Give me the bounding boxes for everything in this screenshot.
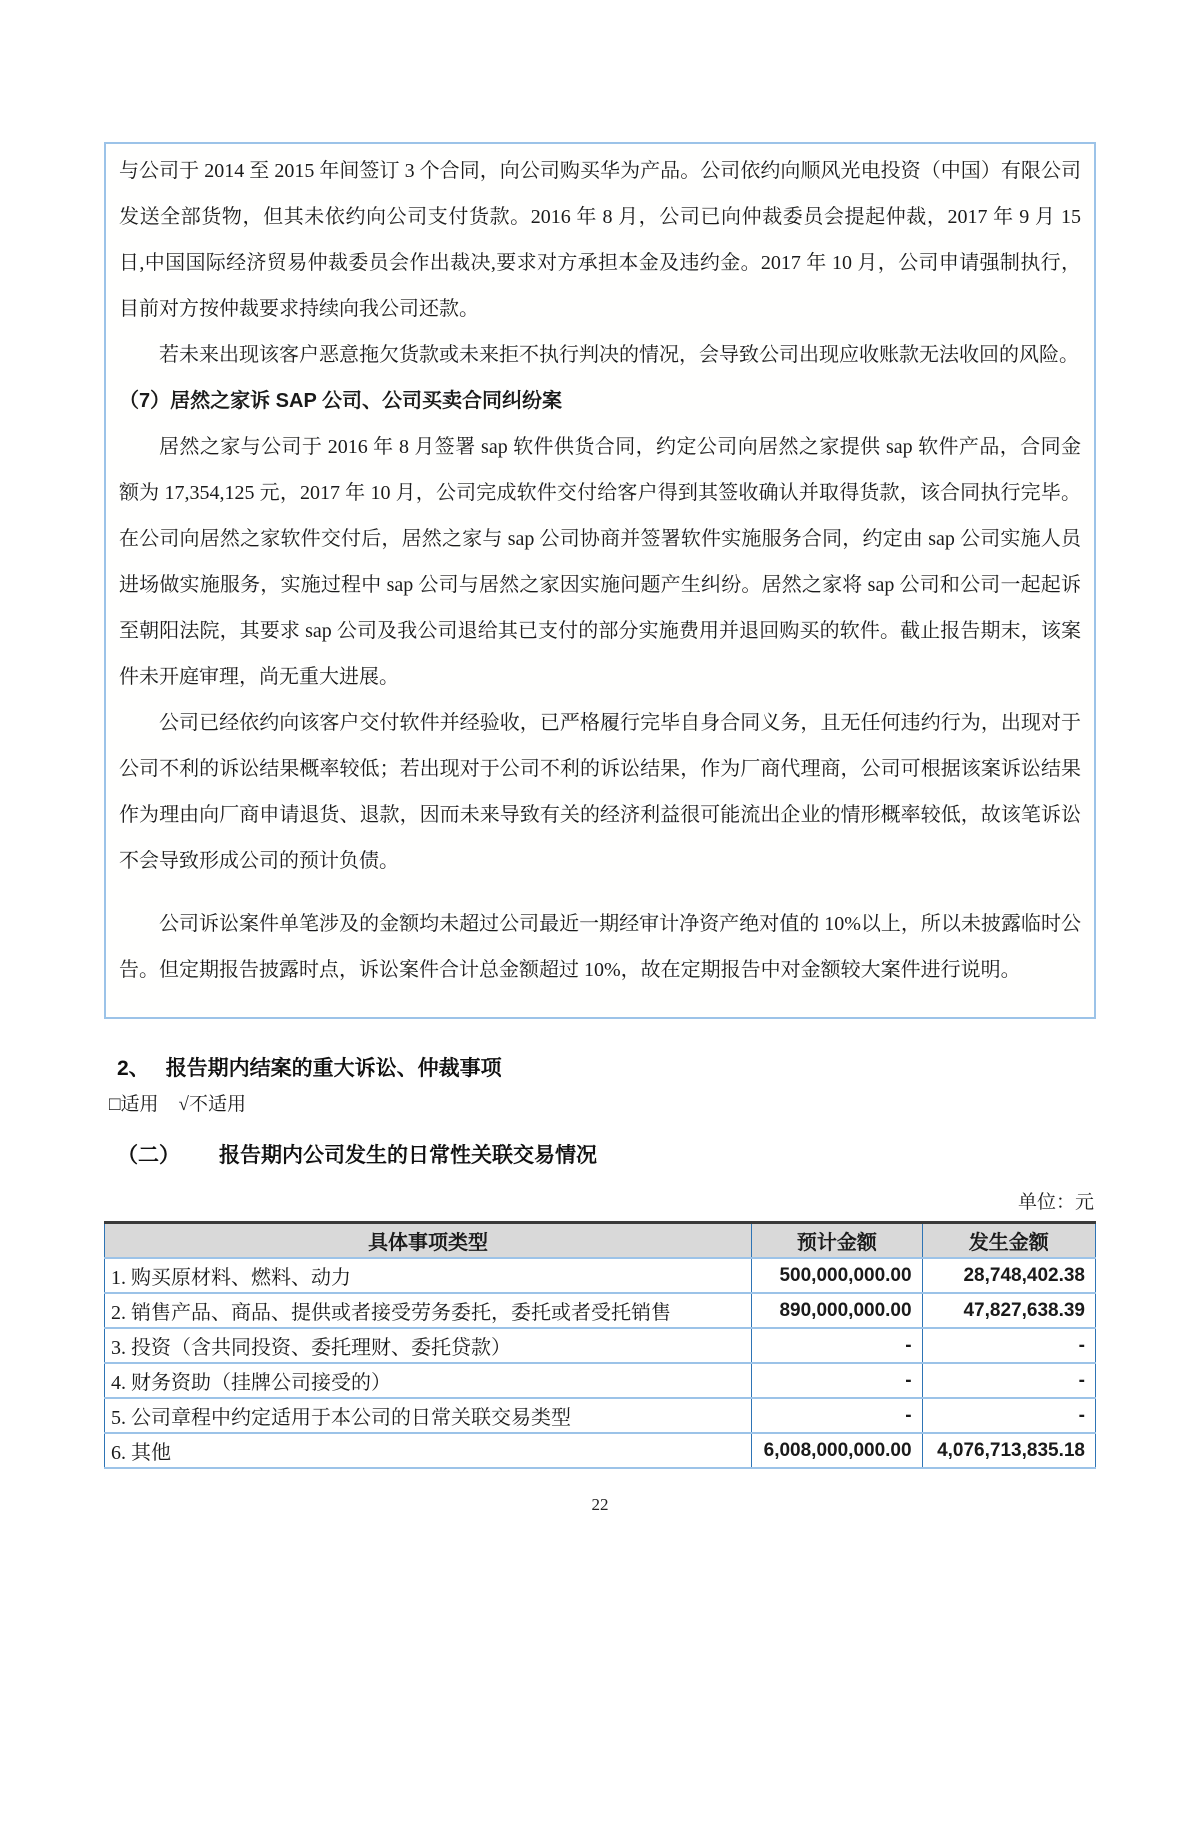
column-header-actual-amount: 发生金额 — [922, 1223, 1095, 1259]
document-page — [104, 142, 1096, 1515]
actual-amount-cell: 4,076,713,835.18 — [922, 1433, 1095, 1468]
section-number: 2、 — [117, 1057, 150, 1080]
item-type-cell: 5. 公司章程中约定适用于本公司的日常关联交易类型 — [105, 1398, 752, 1433]
actual-amount-cell: 28,748,402.38 — [922, 1258, 1095, 1293]
unit-label: 单位：元 — [1017, 1192, 1094, 1213]
actual-amount-cell: - — [922, 1328, 1095, 1363]
not-applicable-label: 不适用 — [188, 1094, 246, 1115]
section-heading-related-transactions — [117, 1142, 1096, 1170]
expected-amount-cell: 890,000,000.00 — [752, 1293, 922, 1328]
actual-amount-cell: 47,827,638.39 — [922, 1293, 1095, 1328]
column-header-item-type: 具体事项类型 — [105, 1223, 752, 1259]
applicable-label: 适用 — [120, 1094, 159, 1115]
table-row — [105, 1328, 1096, 1363]
paragraph-sap-case-background: 居然之家与公司于 2016 年 8 月签署 sap 软件供货合同，约定公司向居然之家提供 sap 软件产品，合同金额为 17,354,125 元，2017 年 10 月，公司完成软件交付给客户得到其签收确认并取得货款，该合同执行完毕。在公司向居然之家软件交付后，居然之家与 sap 公司协商并签署软件实施服务合同，约定由 sap 公司实施人员进场做实施服务，实施过程中 sap 公司与居然之家因实施问题产生纠纷。居然之家将 sap 公司和公司一起起诉至朝阳法院，其要求 sap 公司及我公司退给其已支付的部分实施费用并退回购买的软件。截止报告期末，该案件未开庭审理，尚无重大进展。 — [119, 436, 1081, 688]
expected-amount-cell: 500,000,000.00 — [752, 1258, 922, 1293]
expected-amount-cell: - — [752, 1363, 922, 1398]
checkmark-icon: √ — [178, 1094, 189, 1115]
item-type-cell: 1. 购买原材料、燃料、动力 — [105, 1258, 752, 1293]
item-type-cell: 2. 销售产品、商品、提供或者接受劳务委托，委托或者受托销售 — [105, 1293, 752, 1328]
item-type-cell: 4. 财务资助（挂牌公司接受的） — [105, 1363, 752, 1398]
expected-amount-cell: - — [752, 1398, 922, 1433]
table-header-row — [105, 1223, 1096, 1259]
column-header-expected-amount: 预计金额 — [752, 1223, 922, 1259]
page-number: 22 — [591, 1495, 609, 1514]
expected-amount-cell: 6,008,000,000.00 — [752, 1433, 922, 1468]
table-row — [105, 1258, 1096, 1293]
case-heading-sap-lawsuit: （7）居然之家诉 SAP 公司、公司买卖合同纠纷案 — [119, 390, 562, 412]
item-type-cell: 6. 其他 — [105, 1433, 752, 1468]
applicability-line — [109, 1092, 1096, 1118]
checkbox-unchecked-icon: □ — [109, 1094, 121, 1115]
table-row — [105, 1363, 1096, 1398]
actual-amount-cell: - — [922, 1398, 1095, 1433]
related-transactions-table — [104, 1221, 1096, 1469]
table-row — [105, 1293, 1096, 1328]
paragraph-sap-case-assessment: 公司已经依约向该客户交付软件并经验收，已严格履行完毕自身合同义务，且无任何违约行为，出现对于公司不利的诉讼结果概率较低；若出现对于公司不利的诉讼结果，作为厂商代理商，公司可根据该案诉讼结果作为理由向厂商申请退货、退款，因而未来导致有关的经济利益很可能流出企业的情形概率较低，故该笔诉讼不会导致形成公司的预计负债。 — [119, 712, 1081, 872]
paragraph-risk-statement: 若未来出现该客户恶意拖欠货款或未来拒不执行判决的情况，会导致公司出现应收账款无法收回的风险。 — [159, 344, 1079, 366]
table-row — [105, 1398, 1096, 1433]
paragraph-arbitration-case: 与公司于 2014 至 2015 年间签订 3 个合同，向公司购买华为产品。公司依约向顺风光电投资（中国）有限公司发送全部货物，但其未依约向公司支付货款。2016 年 8 月，公司已向仲裁委员会提起仲裁，2017 年 9 月 15 日,中国国际经济贸易仲裁委员会作出裁决,要求对方承担本金及违约金。2017 年 10 月，公司申请强制执行，目前对方按仲裁要求持续向我公司还款。 — [119, 160, 1081, 320]
item-type-cell: 3. 投资（含共同投资、委托理财、委托贷款） — [105, 1328, 752, 1363]
section-number: （二） — [117, 1144, 180, 1167]
actual-amount-cell: - — [922, 1363, 1095, 1398]
expected-amount-cell: - — [752, 1328, 922, 1363]
section-title: 报告期内公司发生的日常性关联交易情况 — [219, 1144, 597, 1167]
section-title: 报告期内结案的重大诉讼、仲裁事项 — [165, 1057, 502, 1080]
section-heading-closed-cases — [117, 1055, 1096, 1083]
litigation-disclosure-box — [104, 142, 1096, 1019]
table-row — [105, 1433, 1096, 1468]
paragraph-disclosure-threshold: 公司诉讼案件单笔涉及的金额均未超过公司最近一期经审计净资产绝对值的 10%以上，所以未披露临时公告。但定期报告披露时点，诉讼案件合计总金额超过 10%，故在定期报告中对金额较大案件进行说明。 — [119, 913, 1081, 981]
